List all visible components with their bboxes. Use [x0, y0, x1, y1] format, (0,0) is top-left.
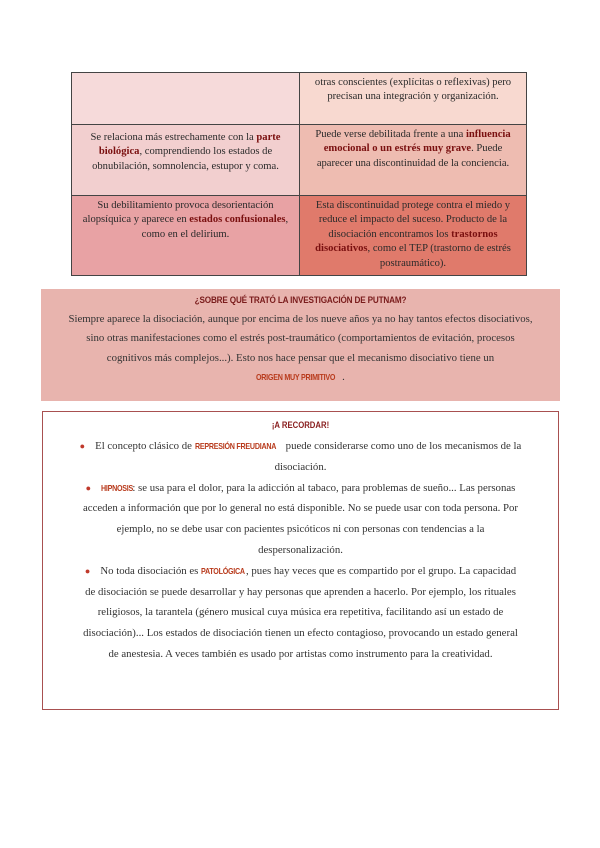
bullet-icon: ●: [79, 441, 86, 451]
cell-emphasis: estados confusionales: [189, 214, 286, 226]
item-text: : se usa para el dolor, para la adicción al tabaco, para problemas de sueño... Las personas acceden a información que por lo general no está disponible. No se puede usar con toda persona. Por ejemplo, no se debe usar con pacientes psicóticos ni con personas con tendencias a la despersonalización.: [82, 481, 519, 556]
cell-text: Su debilitamiento provoca desorientación alopsíquica y aparece en: [82, 200, 274, 226]
recordar-list: [79, 436, 522, 665]
table-cell-right: [300, 125, 527, 196]
table-cell-right: [300, 196, 527, 276]
list-item: [79, 561, 522, 665]
table-cell-left: [72, 125, 300, 196]
table-row: [72, 73, 527, 125]
putnam-end: .: [342, 371, 345, 384]
cell-text: Se relaciona más estrechamente con la: [90, 132, 257, 143]
table-row: [72, 196, 527, 276]
item-text: , pues hay veces que es compartido por el grupo. La capacidad de disociación se puede desarrollar y hay personas que aprenden a hacerlo. Por ejemplo, los rituales religiosos, la tarantela (género musical cuya música era repetitiva, facilitando así un estado de disociación)... Los estados de disociación tienen un efecto contagioso, provocando un estado general de anestesia. A veces también es usado por artistas como instrumento para la creatividad.: [83, 564, 518, 660]
item-text: El concepto clásico de: [95, 440, 195, 452]
bullet-icon: ●: [84, 565, 91, 576]
cell-text: Esta discontinuidad protege contra el miedo y reduce el impacto del suceso. Producto de la disociación encontramos los: [315, 200, 511, 240]
cell-emphasis: trastornos disociativos: [315, 228, 498, 255]
putnam-highlight: ORIGEN MUY PRIMITIVO: [256, 372, 336, 383]
putnam-text: [65, 310, 536, 388]
table-cell-right: otras conscientes (explícitas o reflexivas) pero precisan una integración y organización.: [300, 73, 527, 125]
putnam-box: [41, 289, 560, 401]
recordar-title: ¡A RECORDAR!: [271, 420, 330, 430]
putnam-body: Siempre aparece la disociación, aunque por encima de los nueve años ya no hay tantos efectos disociativos, sino otras manifestaciones como el estrés post-traumático (comportamientos de evitación, procesos cognitivos más complejos...). Esto nos hace pensar que el mecanismo disociativo tiene un: [68, 313, 533, 364]
cell-text: . Puede aparecer una discontinuidad de la conciencia.: [316, 143, 510, 169]
table-cell-left: [72, 73, 300, 125]
item-tag: PATOLÓGICA: [201, 565, 245, 576]
item-text: puede considerarse como uno de los mecanismos de la disociación.: [274, 440, 522, 473]
comparison-table: [71, 72, 527, 276]
list-item: [79, 436, 522, 478]
list-item: [79, 478, 522, 561]
table-cell-left: [72, 196, 300, 276]
item-tag: REPRESIÓN FREUDIANA: [194, 441, 276, 451]
cell-emphasis: parte biológica: [98, 132, 281, 158]
cell-text: Puede verse debilitada frente a una: [315, 129, 466, 140]
table-row: [72, 125, 527, 196]
item-tag: HIPNOSIS: [101, 482, 134, 493]
cell-text: , como el TEP (trastorno de estrés postraumático).: [367, 243, 511, 269]
cell-text: , comprendiendo los estados de obnubilación, somnolencia, estupor y coma.: [92, 146, 279, 172]
cell-emphasis: influencia emocional o un estrés muy grave: [323, 129, 511, 155]
putnam-title: ¿SOBRE QUÉ TRATÓ LA INVESTIGACIÓN DE PUTNAM?: [194, 295, 407, 306]
item-text: No toda disociación es: [100, 564, 202, 577]
recordar-box: [42, 411, 559, 710]
bullet-icon: ●: [85, 482, 92, 493]
cell-text: , como en el delirium.: [141, 214, 289, 240]
